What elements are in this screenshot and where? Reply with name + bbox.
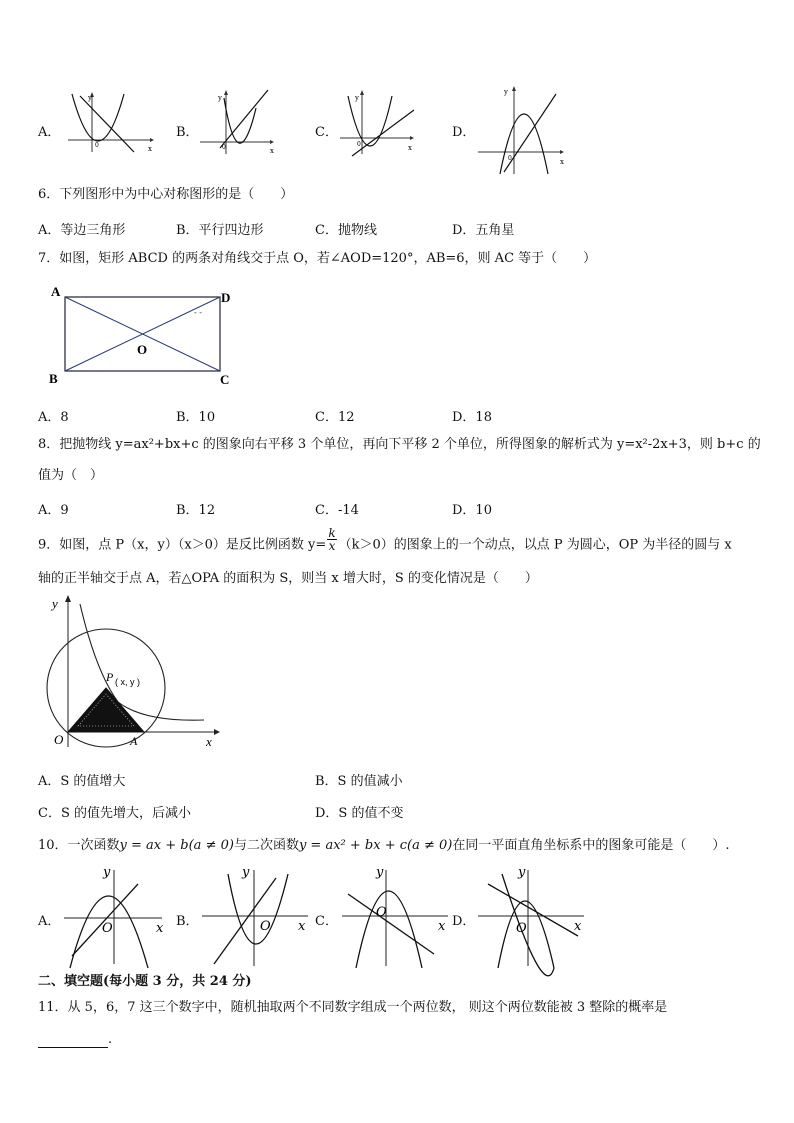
q10a-x-label: x: [156, 921, 164, 936]
q10-option-b-label[interactable]: B．: [176, 914, 199, 929]
q9-option-a[interactable]: A．S 的值增大: [38, 774, 126, 789]
q5c-origin: 0: [357, 141, 361, 148]
q10-graph-a: [58, 864, 168, 968]
q10-option-c-label[interactable]: C．: [315, 914, 338, 929]
q5-graph-d: [476, 84, 568, 176]
q10-option-d-label[interactable]: D．: [452, 914, 476, 929]
q7-label-d: D: [221, 290, 231, 305]
section-2-title: 二、填空题(每小题 3 分，共 24 分): [38, 974, 252, 989]
q6-option-d[interactable]: D．五角星: [452, 223, 515, 238]
q5-graph-a: [62, 88, 157, 156]
q7-label-c: C: [220, 372, 230, 387]
q10d-x-label: x: [574, 919, 582, 934]
q5-graph-b: [198, 88, 278, 156]
q9-option-b[interactable]: B．S 的值减小: [315, 774, 403, 789]
q9-stem-part1: 9．如图，点 P（x，y）（x＞0）是反比例函数 y=: [38, 537, 327, 553]
q8-option-a[interactable]: A．9: [38, 503, 69, 518]
q10c-origin: O: [376, 905, 387, 920]
q9-origin-label: O: [54, 732, 64, 747]
q10-graph-b: [198, 864, 310, 968]
q10a-origin: O: [102, 921, 113, 936]
q5-graph-c: [338, 88, 418, 156]
q5-option-b-label[interactable]: B．: [176, 125, 199, 140]
q6-option-b[interactable]: B．平行四边形: [176, 223, 264, 238]
q10-stem: [38, 838, 729, 854]
q7-option-d[interactable]: D．18: [452, 410, 492, 425]
q9-figure: [44, 592, 224, 752]
q9-option-c[interactable]: C．S 的值先增大，后减小: [38, 806, 191, 821]
q11-tail: .: [108, 1032, 113, 1047]
q10a-y-label: y: [103, 865, 111, 880]
q10c-x-label: x: [438, 919, 446, 934]
q10b-y-label: y: [242, 865, 250, 880]
q9-frac-den: x: [328, 539, 336, 553]
q9-stem-line1: [38, 526, 732, 554]
q5d-x-label: x: [560, 158, 564, 166]
q8-option-c[interactable]: C．-14: [315, 503, 359, 518]
q6-stem: 6．下列图形中为中心对称图形的是（ ）: [38, 187, 294, 202]
q9-frac-num: k: [328, 526, 336, 540]
q5d-origin: 0: [508, 155, 512, 162]
q9-a-label: A: [130, 734, 138, 748]
q5c-y-label: y: [355, 94, 359, 102]
q8-option-b[interactable]: B．12: [176, 503, 216, 518]
q5-option-d-label[interactable]: D．: [452, 125, 476, 140]
q8-stem-line1: 8．把抛物线 y=ax²+bx+c 的图象向右平移 3 个单位，再向下平移 2 个单位，所得图象的解析式为 y=x²-2x+3，则 b+c 的: [38, 437, 761, 452]
q11-stem: 11．从 5，6，7 这三个数字中，随机抽取两个不同数字组成一个两位数， 则这个两位数能被 3 整除的概率是: [38, 1000, 668, 1015]
q7-option-c[interactable]: C．12: [315, 410, 355, 425]
q9-coord-label: ( x, y ): [115, 677, 140, 687]
q5b-origin: 0: [222, 144, 226, 151]
q10-expr2: y = ax² + bx + c(a ≠ 0): [298, 838, 453, 853]
q10-graph-c: [338, 864, 450, 968]
q5b-x-label: x: [270, 147, 274, 155]
q5d-y-label: y: [504, 88, 508, 96]
q9-option-d[interactable]: D．S 的值不变: [315, 806, 404, 821]
q5c-x-label: x: [408, 144, 412, 152]
q7-label-o: O: [137, 342, 148, 357]
q7-option-b[interactable]: B．10: [176, 410, 216, 425]
q10-stem-c: 在同一平面直角坐标系中的图象可能是（ ）.: [452, 838, 730, 853]
q10-stem-b: 与二次函数: [233, 838, 299, 853]
q10-expr1: y = ax + b(a ≠ 0): [119, 838, 234, 853]
q10b-origin: O: [260, 919, 271, 934]
q10b-x-label: x: [298, 919, 306, 934]
q10-graph-d: [474, 864, 586, 968]
q6-option-a[interactable]: A．等边三角形: [38, 223, 126, 238]
q10d-y-label: y: [518, 865, 526, 880]
q11-answer-blank[interactable]: [38, 1035, 108, 1048]
q8-option-d[interactable]: D．10: [452, 503, 492, 518]
q5a-origin: 0: [95, 142, 99, 149]
q5b-y-label: y: [218, 94, 222, 102]
q7-label-a: A: [51, 284, 61, 299]
q9-stem-part2: （k＞0）的图象上的一个动点，以点 P 为圆心，OP 为半径的圆与 x: [338, 537, 732, 553]
q7-rectangle-figure: [44, 284, 244, 388]
q10c-y-label: y: [376, 865, 384, 880]
q5a-y-label: y: [88, 94, 92, 102]
q10-stem-a: 10．一次函数: [38, 838, 120, 853]
q10d-origin: O: [516, 921, 527, 936]
q5-option-c-label[interactable]: C．: [315, 125, 338, 140]
q11-answer-line: [38, 1032, 112, 1048]
q9-y-label: y: [52, 596, 58, 611]
q7-label-b: B: [49, 371, 58, 386]
q7-option-a[interactable]: A．8: [38, 410, 69, 425]
q9-stem-line2: 轴的正半轴交于点 A，若△OPA 的面积为 S，则当 x 增大时，S 的变化情况是（ ）: [38, 571, 538, 586]
q7-stem: 7．如图，矩形 ABCD 的两条对角线交于点 O，若∠AOD=120°，AB=6，则 AC 等于（ ）: [38, 251, 597, 266]
q5a-x-label: x: [148, 145, 152, 153]
q9-fraction: [327, 527, 336, 553]
q9-x-label: x: [206, 734, 212, 749]
svg-text:- -: - -: [194, 308, 202, 317]
q5-option-a-label[interactable]: A．: [38, 125, 61, 140]
q6-option-c[interactable]: C．抛物线: [315, 223, 377, 238]
q9-p-label: P: [106, 670, 114, 684]
q8-stem-line2: 值为（ ）: [38, 468, 104, 483]
q10-option-a-label[interactable]: A．: [38, 914, 61, 929]
